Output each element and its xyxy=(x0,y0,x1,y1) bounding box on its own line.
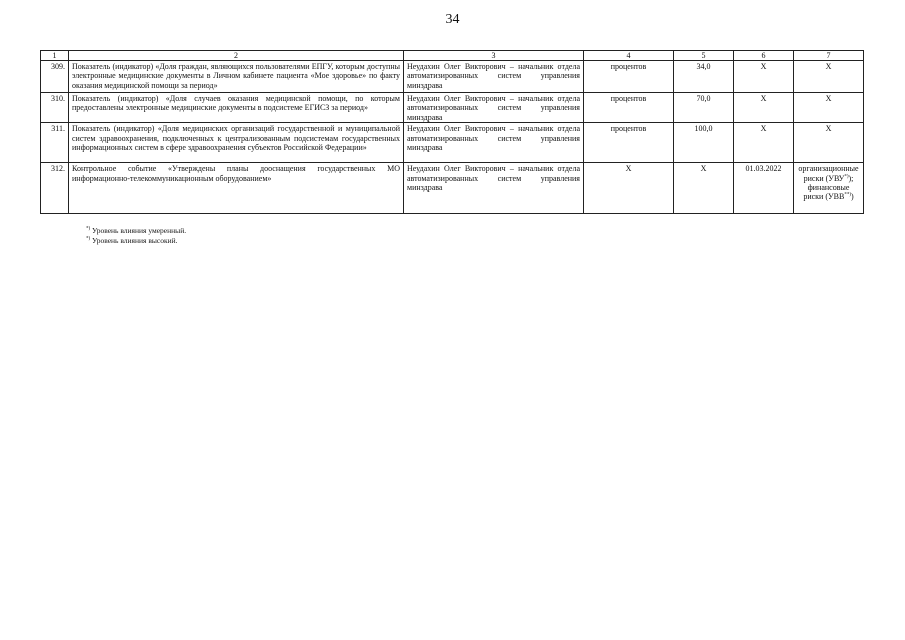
row-value: 34,0 xyxy=(674,61,734,93)
table-row xyxy=(41,61,864,93)
row-responsible: Неудахин Олег Викторович – начальник отдела автоматизированных систем управления минздрава xyxy=(404,61,584,93)
footnote-text: Уровень влияния умеренный. xyxy=(90,226,187,235)
footnote-mark: *) xyxy=(86,226,91,232)
column-header: 3 xyxy=(404,51,584,61)
row-responsible: Неудахин Олег Викторович – начальник отдела автоматизированных систем управления минздрава xyxy=(404,123,584,163)
row-unit: процентов xyxy=(584,123,674,163)
row-number: 311. xyxy=(41,123,69,163)
row-number: 310. xyxy=(41,93,69,123)
row-date: Х xyxy=(734,123,794,163)
footnotes xyxy=(86,226,186,246)
row-value: 100,0 xyxy=(674,123,734,163)
footnote-mark: *) xyxy=(86,236,91,242)
footnote xyxy=(86,226,186,236)
table-header-row xyxy=(41,51,864,61)
row-risk: Х xyxy=(794,123,864,163)
footnote xyxy=(86,236,186,246)
risk-text: ) xyxy=(851,192,854,202)
row-description: Контрольное событие «Утверждены планы дооснащения государственных МО информационно-телекоммуникационным оборудованием» xyxy=(69,163,404,214)
row-description: Показатель (индикатор) «Доля медицинских организаций государственной и муниципальной систем здравоохранения, подключенных к централизованным подсистемам государственных информационных систем в сфере здравоохранения субъектов Российской Федерации» xyxy=(69,123,404,163)
row-value: 70,0 xyxy=(674,93,734,123)
row-risk xyxy=(794,163,864,214)
row-date: Х xyxy=(734,61,794,93)
row-unit: процентов xyxy=(584,93,674,123)
table-row xyxy=(41,93,864,123)
footnote-text: Уровень влияния высокий. xyxy=(90,236,178,245)
row-number: 309. xyxy=(41,61,69,93)
column-header: 5 xyxy=(674,51,734,61)
column-header: 7 xyxy=(794,51,864,61)
footnote-mark: **) xyxy=(844,192,851,198)
row-risk: Х xyxy=(794,93,864,123)
row-responsible: Неудахин Олег Викторович – начальник отдела автоматизированных систем управления минздрава xyxy=(404,163,584,214)
risk-text: ); финансовые риски (УВВ xyxy=(803,173,854,202)
footnote-mark: *) xyxy=(844,173,849,179)
column-header: 6 xyxy=(734,51,794,61)
row-unit: Х xyxy=(584,163,674,214)
row-unit: процентов xyxy=(584,61,674,93)
row-description: Показатель (индикатор) «Доля случаев оказания медицинской помощи, по которым предоставлены электронные медицинские документы в подсистеме ЕГИСЗ за период» xyxy=(69,93,404,123)
table-row xyxy=(41,163,864,214)
row-responsible: Неудахин Олег Викторович – начальник отдела автоматизированных систем управления минздрава xyxy=(404,93,584,123)
row-date: 01.03.2022 xyxy=(734,163,794,214)
column-header: 1 xyxy=(41,51,69,61)
row-risk: Х xyxy=(794,61,864,93)
row-description: Показатель (индикатор) «Доля граждан, являющихся пользователями ЕПГУ, которым доступны электронные медицинские документы в Личном кабинете пациента «Мое здоровье» по факту оказания медицинской помощи за период» xyxy=(69,61,404,93)
page-number: 34 xyxy=(445,12,460,27)
measures-table xyxy=(40,50,864,214)
row-value: Х xyxy=(674,163,734,214)
table-row xyxy=(41,123,864,163)
column-header: 2 xyxy=(69,51,404,61)
risk-text: организационные риски (УВУ xyxy=(798,164,859,183)
row-date: Х xyxy=(734,93,794,123)
column-header: 4 xyxy=(584,51,674,61)
row-number: 312. xyxy=(41,163,69,214)
